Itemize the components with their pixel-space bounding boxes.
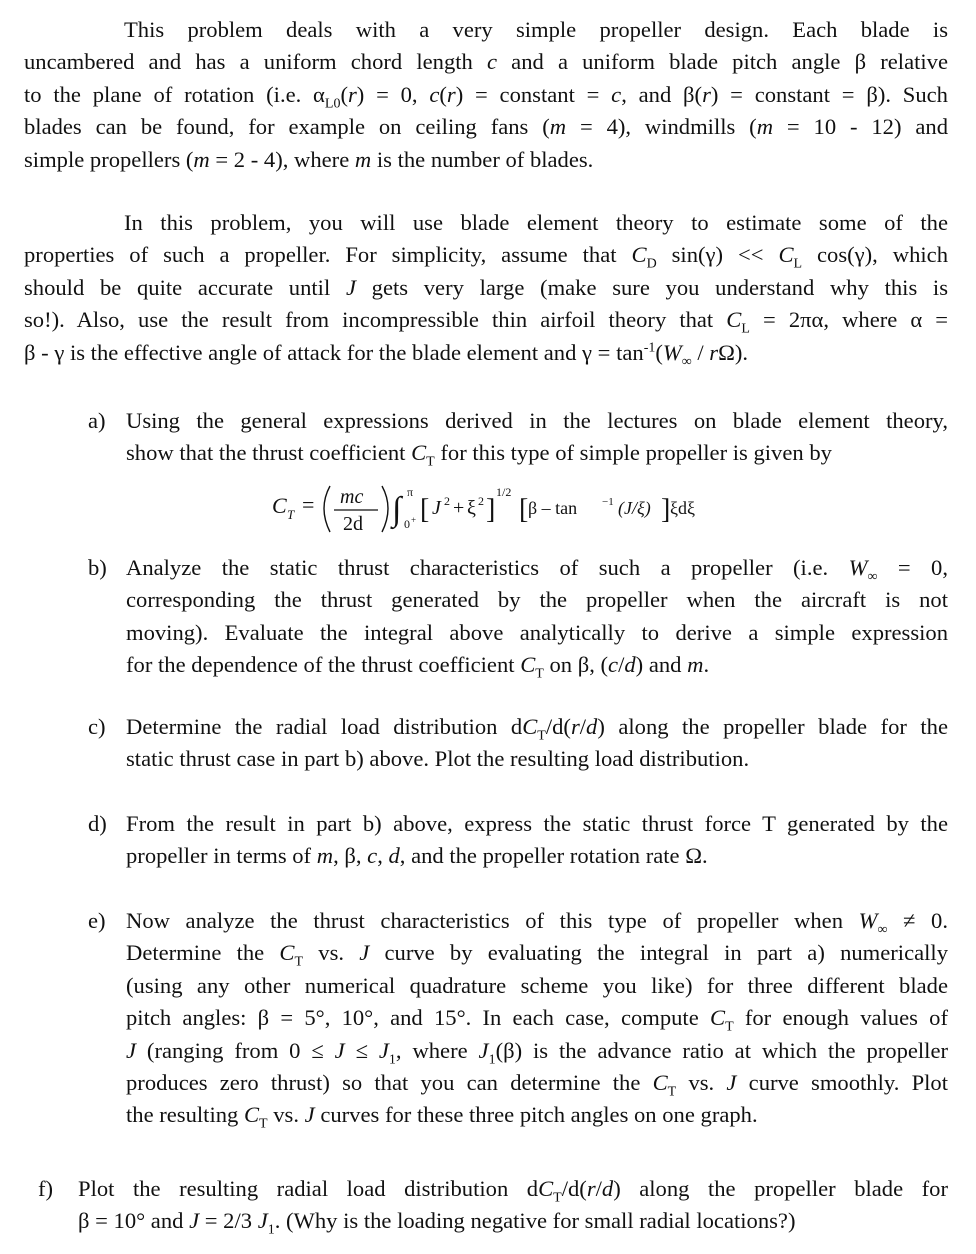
item-body [126, 905, 948, 1132]
integral-lower-limit: 0 [404, 517, 410, 531]
intro-paragraph [24, 14, 948, 176]
fraction-denominator: 2d [343, 513, 363, 535]
formula-equals: = [302, 492, 315, 517]
text-line: propeller in terms of m, β, c, d, and the propeller rotation rate Ω. [126, 843, 708, 869]
integral-upper-limit: π [407, 485, 414, 499]
item-body [126, 552, 948, 682]
method-paragraph [24, 207, 948, 369]
item-label: f) [38, 1176, 54, 1201]
item-label: c) [88, 714, 106, 739]
exponent-half: 1/2 [496, 485, 512, 499]
text-line: so!). Also, use the result from incompressible thin airfoil theory that $C_L = 2\pi\alpha$, where α = [24, 307, 949, 337]
text-line: static thrust case in part b) above. Plot the resulting load distribution. [126, 746, 750, 772]
text-line: (using any other numerical quadrature scheme you like) for three different blade [126, 972, 948, 998]
text-line: show that the thrust coefficient $C_T$ for this type of simple propeller is given by [126, 440, 832, 470]
text-line: This problem deals with a very simple propeller design. Each blade is [124, 17, 948, 42]
left-paren [324, 486, 330, 532]
open-bracket: [ [519, 494, 529, 525]
item-body [126, 808, 948, 873]
text-line: the resulting $C_T$ vs. J curves for these three pitch angles on one graph. [126, 1102, 758, 1132]
formula-xi: ξ [467, 497, 476, 519]
item-body [126, 405, 948, 470]
exponent-inverse: −1 [602, 496, 614, 508]
text-line: pitch angles: β = 5°, 10°, and 15°. In each case, compute $C_T$ for enough values of [126, 1005, 948, 1035]
integral-sign: ∫ [392, 491, 402, 528]
item-body [78, 1173, 948, 1238]
fraction-numerator: mc [340, 486, 364, 508]
integral-lower-limit-plus: + [411, 515, 417, 525]
text-line: β - γ is the effective angle of attack for the blade element and $\gamma = \tan^{-1}(W_\infty / r\Omega)$. [24, 339, 749, 370]
formula-lhs: C [272, 493, 287, 518]
text-line: corresponding the thrust generated by the propeller when the aircraft is not [126, 587, 948, 613]
thrust-coefficient-formula [270, 476, 696, 540]
text-line: Determine the $C_T$ vs. J curve by evaluating the integral in part a) numerically [126, 940, 948, 970]
item-label: d) [88, 811, 107, 836]
text-line: moving). Evaluate the integral above analytically to derive a simple expression [126, 619, 948, 645]
formula-J: J [432, 497, 441, 519]
formula-tail: ξdξ [670, 498, 696, 518]
text-line: From the result in part b) above, express the static thrust force T generated by the [126, 811, 948, 836]
text-line: to the plane of rotation (i.e. $\alpha_{L0}(r) = 0$, c(r) = constant = c, and β(r) = constant = β). Such [24, 81, 948, 112]
text-line: Now analyze the thrust characteristics of this type of propeller when $W_\infty \ne 0$. [126, 908, 948, 938]
item-label: b) [88, 555, 107, 580]
formula-beta-minus-tan: β – tan [528, 498, 578, 518]
text-line: In this problem, you will use blade element theory to estimate some of the [124, 210, 948, 235]
text-line: produces zero thrust) so that you can determine the $C_T$ vs. J curve smoothly. Plot [126, 1069, 948, 1100]
text-line: for the dependence of the thrust coefficient $C_T$ on β, (c/d) and m. [126, 652, 710, 682]
text-line: J (ranging from $0 \le J \le J_1$, where $J_1(\beta)$ is the advance ratio at which the propeller [126, 1037, 949, 1068]
text-line: Determine the radial load distribution $dC_T/d(r/d)$ along the propeller blade for the [126, 714, 948, 744]
item-label: a) [88, 408, 106, 433]
text-line: uncambered and has a uniform chord length c and a uniform blade pitch angle β relative [24, 49, 948, 75]
open-bracket: [ [420, 494, 430, 525]
text-line: should be quite accurate until J gets very large (make sure you understand why this is [24, 274, 949, 300]
text-line: Using the general expressions derived in the lectures on blade element theory, [126, 408, 948, 433]
text-line: simple propellers (m = 2 - 4), where m is the number of blades. [24, 146, 594, 172]
exponent-two: 2 [478, 494, 484, 508]
formula-plus: + [453, 497, 465, 519]
text-line: blades can be found, for example on ceiling fans (m = 4), windmills (m = 10 - 12) and [24, 114, 949, 140]
exponent-two: 2 [444, 494, 450, 508]
item-body [126, 711, 948, 776]
right-paren [382, 486, 388, 532]
text-line: properties of such a propeller. For simplicity, assume that $C_D$ $\sin(\gamma) << C_L$ cos(γ), which [24, 242, 949, 272]
text-line: Analyze the static thrust characteristics of such a propeller (i.e. $W_\infty = 0$, [126, 555, 948, 585]
item-label: e) [88, 908, 106, 933]
text-line: β = 10° and J = 2/3 $J_1$. (Why is the loading negative for small radial locations?) [78, 1208, 796, 1238]
close-bracket: ] [486, 494, 496, 525]
text-line: Plot the resulting radial load distribution $dC_T/d(r/d)$ along the propeller blade for [78, 1176, 948, 1206]
formula-lhs-subscript: T [287, 507, 295, 522]
close-bracket: ] [661, 494, 671, 525]
formula-J-over-xi: (J/ξ) [618, 498, 651, 518]
